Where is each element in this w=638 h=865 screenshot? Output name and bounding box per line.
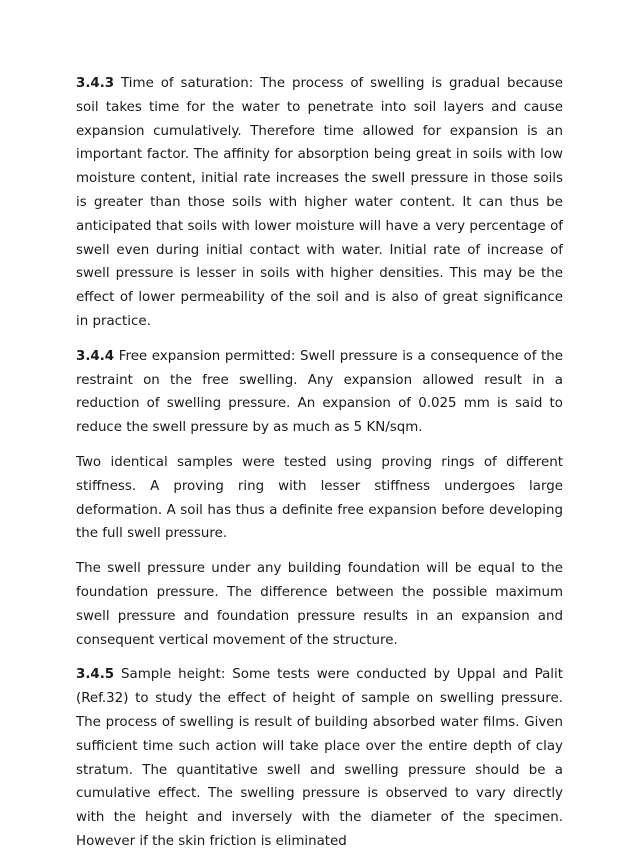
paragraph-proving-rings bbox=[76, 451, 563, 546]
section-number: 3.4.3 bbox=[76, 76, 115, 91]
document-page bbox=[76, 72, 563, 865]
section-number: 3.4.5 bbox=[76, 667, 115, 683]
paragraph-foundation-pressure bbox=[76, 557, 563, 652]
paragraph-text: Sample height: Some tests were conducted by Uppal and Palit (Ref.32) to study the effect of height of sample on swelling pressure. The process of swelling is result of building absorbed water films. Given sufficient time such action will take place over the entire depth of clay stratum. The quantitative swell and swelling pressure should be a cumulative effect. The swelling pressure is observed to vary directly with the height and inversely with the diameter of the specimen. However if the skin friction is eliminated bbox=[76, 667, 563, 849]
section-number: 3.4.4 bbox=[76, 348, 115, 364]
paragraph-text: Two identical samples were tested using proving rings of different stiffness. A proving ring with lesser stiffness undergoes large deformation. A soil has thus a definite free expansion before developing the full swell pressure. bbox=[76, 454, 563, 542]
paragraph-sample-height bbox=[76, 663, 563, 853]
paragraph-free-expansion bbox=[76, 345, 563, 440]
paragraph-text: Time of saturation: The process of swelling is gradual because soil takes time for the water to penetrate into soil layers and cause expansion cumulatively. Therefore time allowed for expansion is an important factor. The affinity for absorption being great in soils with low moisture content, initial rate increases the swell pressure in those soils is greater than those soils with higher water content. It can thus be anticipated that soils with lower moisture will have a very percentage of swell even during initial contact with water. Initial rate of increase of swell pressure is lesser in soils with higher densities. This may be the effect of lower permeability of the soil and is also of great significance in practice. bbox=[76, 76, 563, 329]
paragraph-text: The swell pressure under any building foundation will be equal to the foundation pressure. The difference between the possible maximum swell pressure and foundation pressure results in an expansion and consequent vertical movement of the structure. bbox=[76, 561, 563, 648]
paragraph-time-of-saturation bbox=[76, 72, 563, 334]
paragraph-text: Free expansion permitted: Swell pressure is a consequence of the restraint on the free swelling. Any expansion allowed result in a reduction of swelling pressure. An expansion of 0.025 mm is said to reduce the swell pressure by as much as 5 KN/sqm. bbox=[76, 348, 563, 436]
